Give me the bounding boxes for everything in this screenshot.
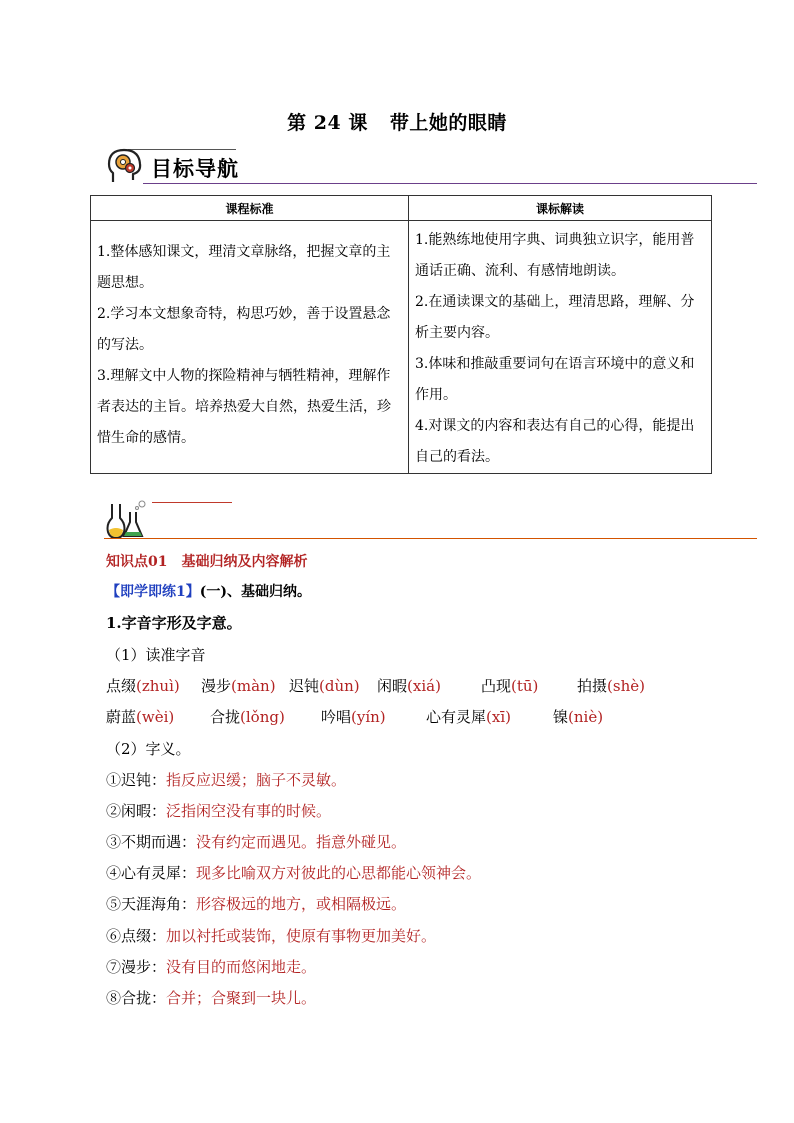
interpretation-cell bbox=[409, 221, 712, 474]
column-header-interpretation: 课标解读 bbox=[409, 196, 712, 221]
page-title bbox=[0, 108, 794, 135]
knowledge-point-name: 基础归纳及内容解析 bbox=[181, 554, 308, 570]
header-top-line bbox=[152, 502, 232, 503]
definition-item: ④心有灵犀：现多比喻双方对彼此的心思都能心领神会。 bbox=[106, 864, 482, 882]
definition-item: ③不期而遇：没有约定而遇见。指意外碰见。 bbox=[106, 833, 407, 851]
lesson-name: 带上她的眼睛 bbox=[389, 112, 507, 134]
interpretation-item: 4.对课文的内容和表达有自己的心得，能提出自己的看法。 bbox=[415, 418, 695, 465]
practice-line bbox=[106, 581, 311, 601]
pinyin-item: 吟唱(yín) bbox=[321, 708, 386, 726]
interpretation-item: 3.体味和推敲重要词句在语言环境中的意义和作用。 bbox=[415, 356, 695, 403]
definition-item: ⑦漫步：没有目的而悠闲地走。 bbox=[106, 958, 317, 976]
table-header-row bbox=[91, 196, 712, 221]
pinyin-item: 迟钝(dùn) bbox=[289, 677, 360, 695]
standards-cell bbox=[91, 221, 409, 474]
practice-text: (一)、基础归纳。 bbox=[199, 584, 311, 600]
table-row bbox=[91, 221, 712, 474]
definition-item: ⑧合拢：合并；合聚到一块儿。 bbox=[106, 989, 317, 1007]
subheading-read: （1）读准字音 bbox=[106, 646, 206, 664]
section-rule bbox=[143, 183, 757, 184]
definition-item: ⑥点缀：加以衬托或装饰，使原有事物更加美好。 bbox=[106, 927, 437, 945]
standard-item: 2.学习本文想象奇特，构思巧妙，善于设置悬念的写法。 bbox=[97, 306, 391, 353]
pinyin-item: 闲暇(xiá) bbox=[377, 677, 441, 695]
section-title-goals: 目标导航 bbox=[151, 157, 239, 181]
lesson-number: 第 24 课 bbox=[287, 112, 368, 134]
flask-icon bbox=[104, 496, 148, 540]
pinyin-item: 凸现(tū) bbox=[481, 677, 539, 695]
section-header-goals bbox=[103, 143, 757, 187]
section-header-knowledge bbox=[104, 496, 757, 540]
pinyin-item: 合拢(lǒng) bbox=[210, 708, 285, 726]
practice-label: 【即学即练1】 bbox=[106, 584, 200, 600]
definition-item: ①迟钝：指反应迟缓；脑子不灵敏。 bbox=[106, 771, 347, 789]
standard-item: 1.整体感知课文，理清文章脉络，把握文章的主题思想。 bbox=[97, 244, 391, 291]
standard-item: 3.理解文中人物的探险精神与牺牲精神，理解作者表达的主旨。培养热爱大自然，热爱生活，珍惜生命的感情。 bbox=[97, 368, 391, 446]
section-rule bbox=[104, 538, 757, 539]
knowledge-point-number: 知识点01 bbox=[106, 554, 168, 570]
pinyin-item: 镍(niè) bbox=[553, 708, 604, 726]
pinyin-item: 蔚蓝(wèi) bbox=[106, 708, 175, 726]
pinyin-item: 拍摄(shè) bbox=[577, 677, 645, 695]
pinyin-item: 漫步(màn) bbox=[201, 677, 276, 695]
subheading-meaning: （2）字义。 bbox=[106, 740, 191, 758]
knowledge-point-title bbox=[106, 551, 307, 571]
interpretation-item: 2.在通读课文的基础上，理清思路，理解、分析主要内容。 bbox=[415, 294, 695, 341]
standards-table bbox=[90, 195, 712, 474]
heading-pronunciation: 1.字音字形及字意。 bbox=[106, 614, 242, 632]
definition-item: ⑤天涯海角：形容极远的地方，或相隔极远。 bbox=[106, 895, 407, 913]
column-header-standards: 课程标准 bbox=[91, 196, 409, 221]
pinyin-item: 点缀(zhuì) bbox=[106, 677, 180, 695]
interpretation-item: 1.能熟练地使用字典、词典独立识字，能用普通话正确、流利、有感情地朗读。 bbox=[415, 232, 695, 279]
definition-item: ②闲暇：泛指闲空没有事的时候。 bbox=[106, 802, 332, 820]
pinyin-item: 心有灵犀(xī) bbox=[426, 708, 511, 726]
head-gears-icon bbox=[103, 146, 145, 186]
